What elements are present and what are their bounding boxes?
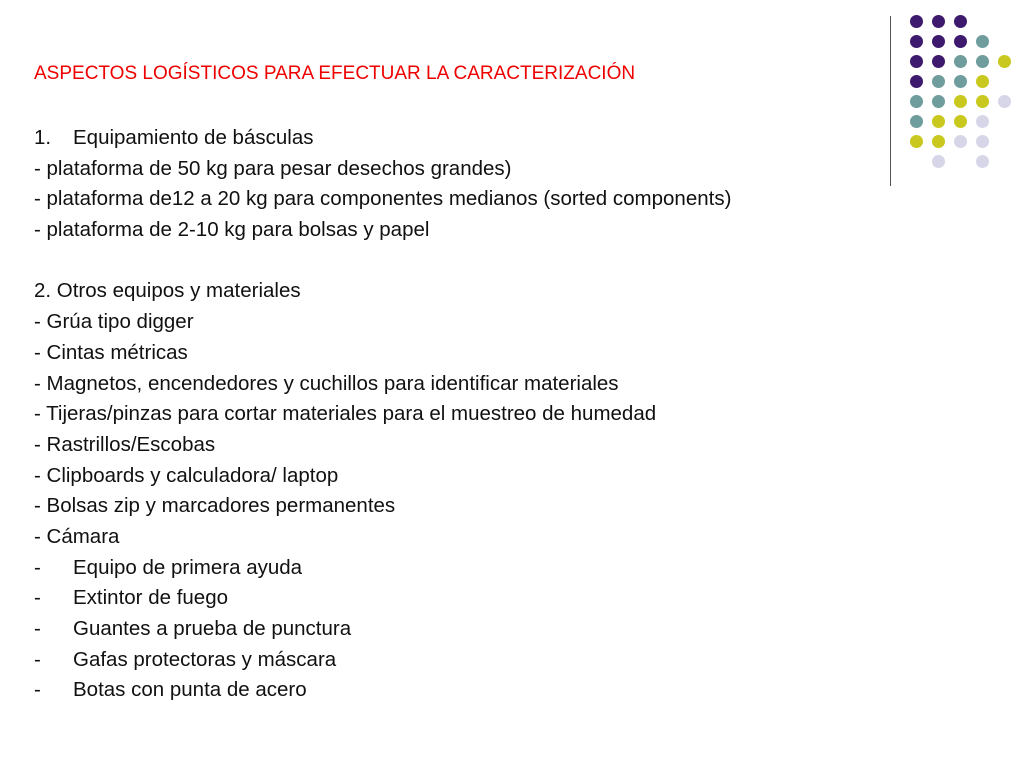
list-item: - Cámara bbox=[34, 524, 120, 548]
decorative-dot bbox=[932, 95, 945, 108]
decorative-dot bbox=[954, 135, 967, 148]
decorative-dot bbox=[976, 135, 989, 148]
decorative-divider bbox=[890, 16, 891, 186]
dash-list-item bbox=[34, 675, 731, 706]
list-item: - Tijeras/pinzas para cortar materiales para el muestreo de humedad bbox=[34, 402, 657, 426]
slide-title: ASPECTOS LOGÍSTICOS PARA EFECTUAR LA CARACTERIZACIÓN bbox=[34, 63, 636, 84]
decorative-dot bbox=[932, 15, 945, 28]
decorative-dot bbox=[976, 35, 989, 48]
dash-item-text: Equipo de primera ayuda bbox=[73, 555, 303, 579]
list-item: - plataforma de12 a 20 kg para componentes medianos (sorted components) bbox=[34, 187, 732, 211]
dash-item-text: Gafas protectoras y máscara bbox=[73, 647, 337, 671]
decorative-dot bbox=[910, 115, 923, 128]
decorative-dot bbox=[954, 15, 967, 28]
dash-marker: - bbox=[34, 647, 41, 671]
decorative-dot bbox=[954, 55, 967, 68]
spacer bbox=[34, 246, 731, 277]
dash-item-text: Guantes a prueba de punctura bbox=[73, 617, 352, 640]
decorative-dot bbox=[954, 35, 967, 48]
section2-heading: 2. Otros equipos y materiales bbox=[34, 279, 301, 303]
list-item: - plataforma de 50 kg para pesar desechos grandes) bbox=[34, 156, 512, 180]
decorative-dot-grid bbox=[910, 15, 1010, 165]
decorative-dot bbox=[954, 115, 967, 128]
dash-list-item bbox=[34, 553, 731, 584]
list-item: - Magnetos, encendedores y cuchillos para identificar materiales bbox=[34, 371, 619, 395]
decorative-dot bbox=[932, 55, 945, 68]
decorative-dot bbox=[976, 115, 989, 128]
dash-list-item bbox=[34, 583, 731, 614]
dash-item-text: Extintor de fuego bbox=[73, 586, 228, 610]
decorative-dot bbox=[998, 55, 1011, 68]
dash-marker: - bbox=[34, 555, 41, 579]
dash-marker: - bbox=[34, 586, 41, 610]
section1-number: 1. bbox=[34, 126, 52, 149]
decorative-dot bbox=[976, 75, 989, 88]
dash-marker: - bbox=[34, 617, 41, 640]
list-item: - Bolsas zip y marcadores permanentes bbox=[34, 494, 396, 518]
section1-heading-text: Equipamiento de básculas bbox=[73, 126, 314, 149]
list-item: - Cintas métricas bbox=[34, 340, 188, 364]
decorative-dot bbox=[954, 95, 967, 108]
list-item: - Grúa tipo digger bbox=[34, 310, 194, 334]
decorative-dot bbox=[976, 95, 989, 108]
decorative-dot bbox=[932, 35, 945, 48]
decorative-dot bbox=[932, 75, 945, 88]
list-item: - plataforma de 2-10 kg para bolsas y papel bbox=[34, 218, 430, 242]
dash-marker: - bbox=[34, 678, 41, 702]
dash-list-item bbox=[34, 645, 731, 676]
decorative-dot bbox=[910, 75, 923, 88]
decorative-dot bbox=[910, 95, 923, 108]
slide-body bbox=[34, 123, 731, 706]
decorative-dot bbox=[910, 55, 923, 68]
section1-heading bbox=[34, 123, 731, 154]
decorative-dot bbox=[976, 155, 989, 168]
list-item: - Rastrillos/Escobas bbox=[34, 432, 216, 456]
decorative-dot bbox=[976, 55, 989, 68]
decorative-dot bbox=[954, 75, 967, 88]
decorative-dot bbox=[998, 95, 1011, 108]
decorative-dot bbox=[910, 35, 923, 48]
list-item: - Clipboards y calculadora/ laptop bbox=[34, 463, 339, 487]
decorative-dot bbox=[932, 115, 945, 128]
decorative-dot bbox=[910, 15, 923, 28]
decorative-dot bbox=[910, 135, 923, 148]
dash-list-item bbox=[34, 614, 731, 645]
decorative-dot bbox=[932, 135, 945, 148]
decorative-dot bbox=[932, 155, 945, 168]
dash-item-text: Botas con punta de acero bbox=[73, 678, 307, 702]
